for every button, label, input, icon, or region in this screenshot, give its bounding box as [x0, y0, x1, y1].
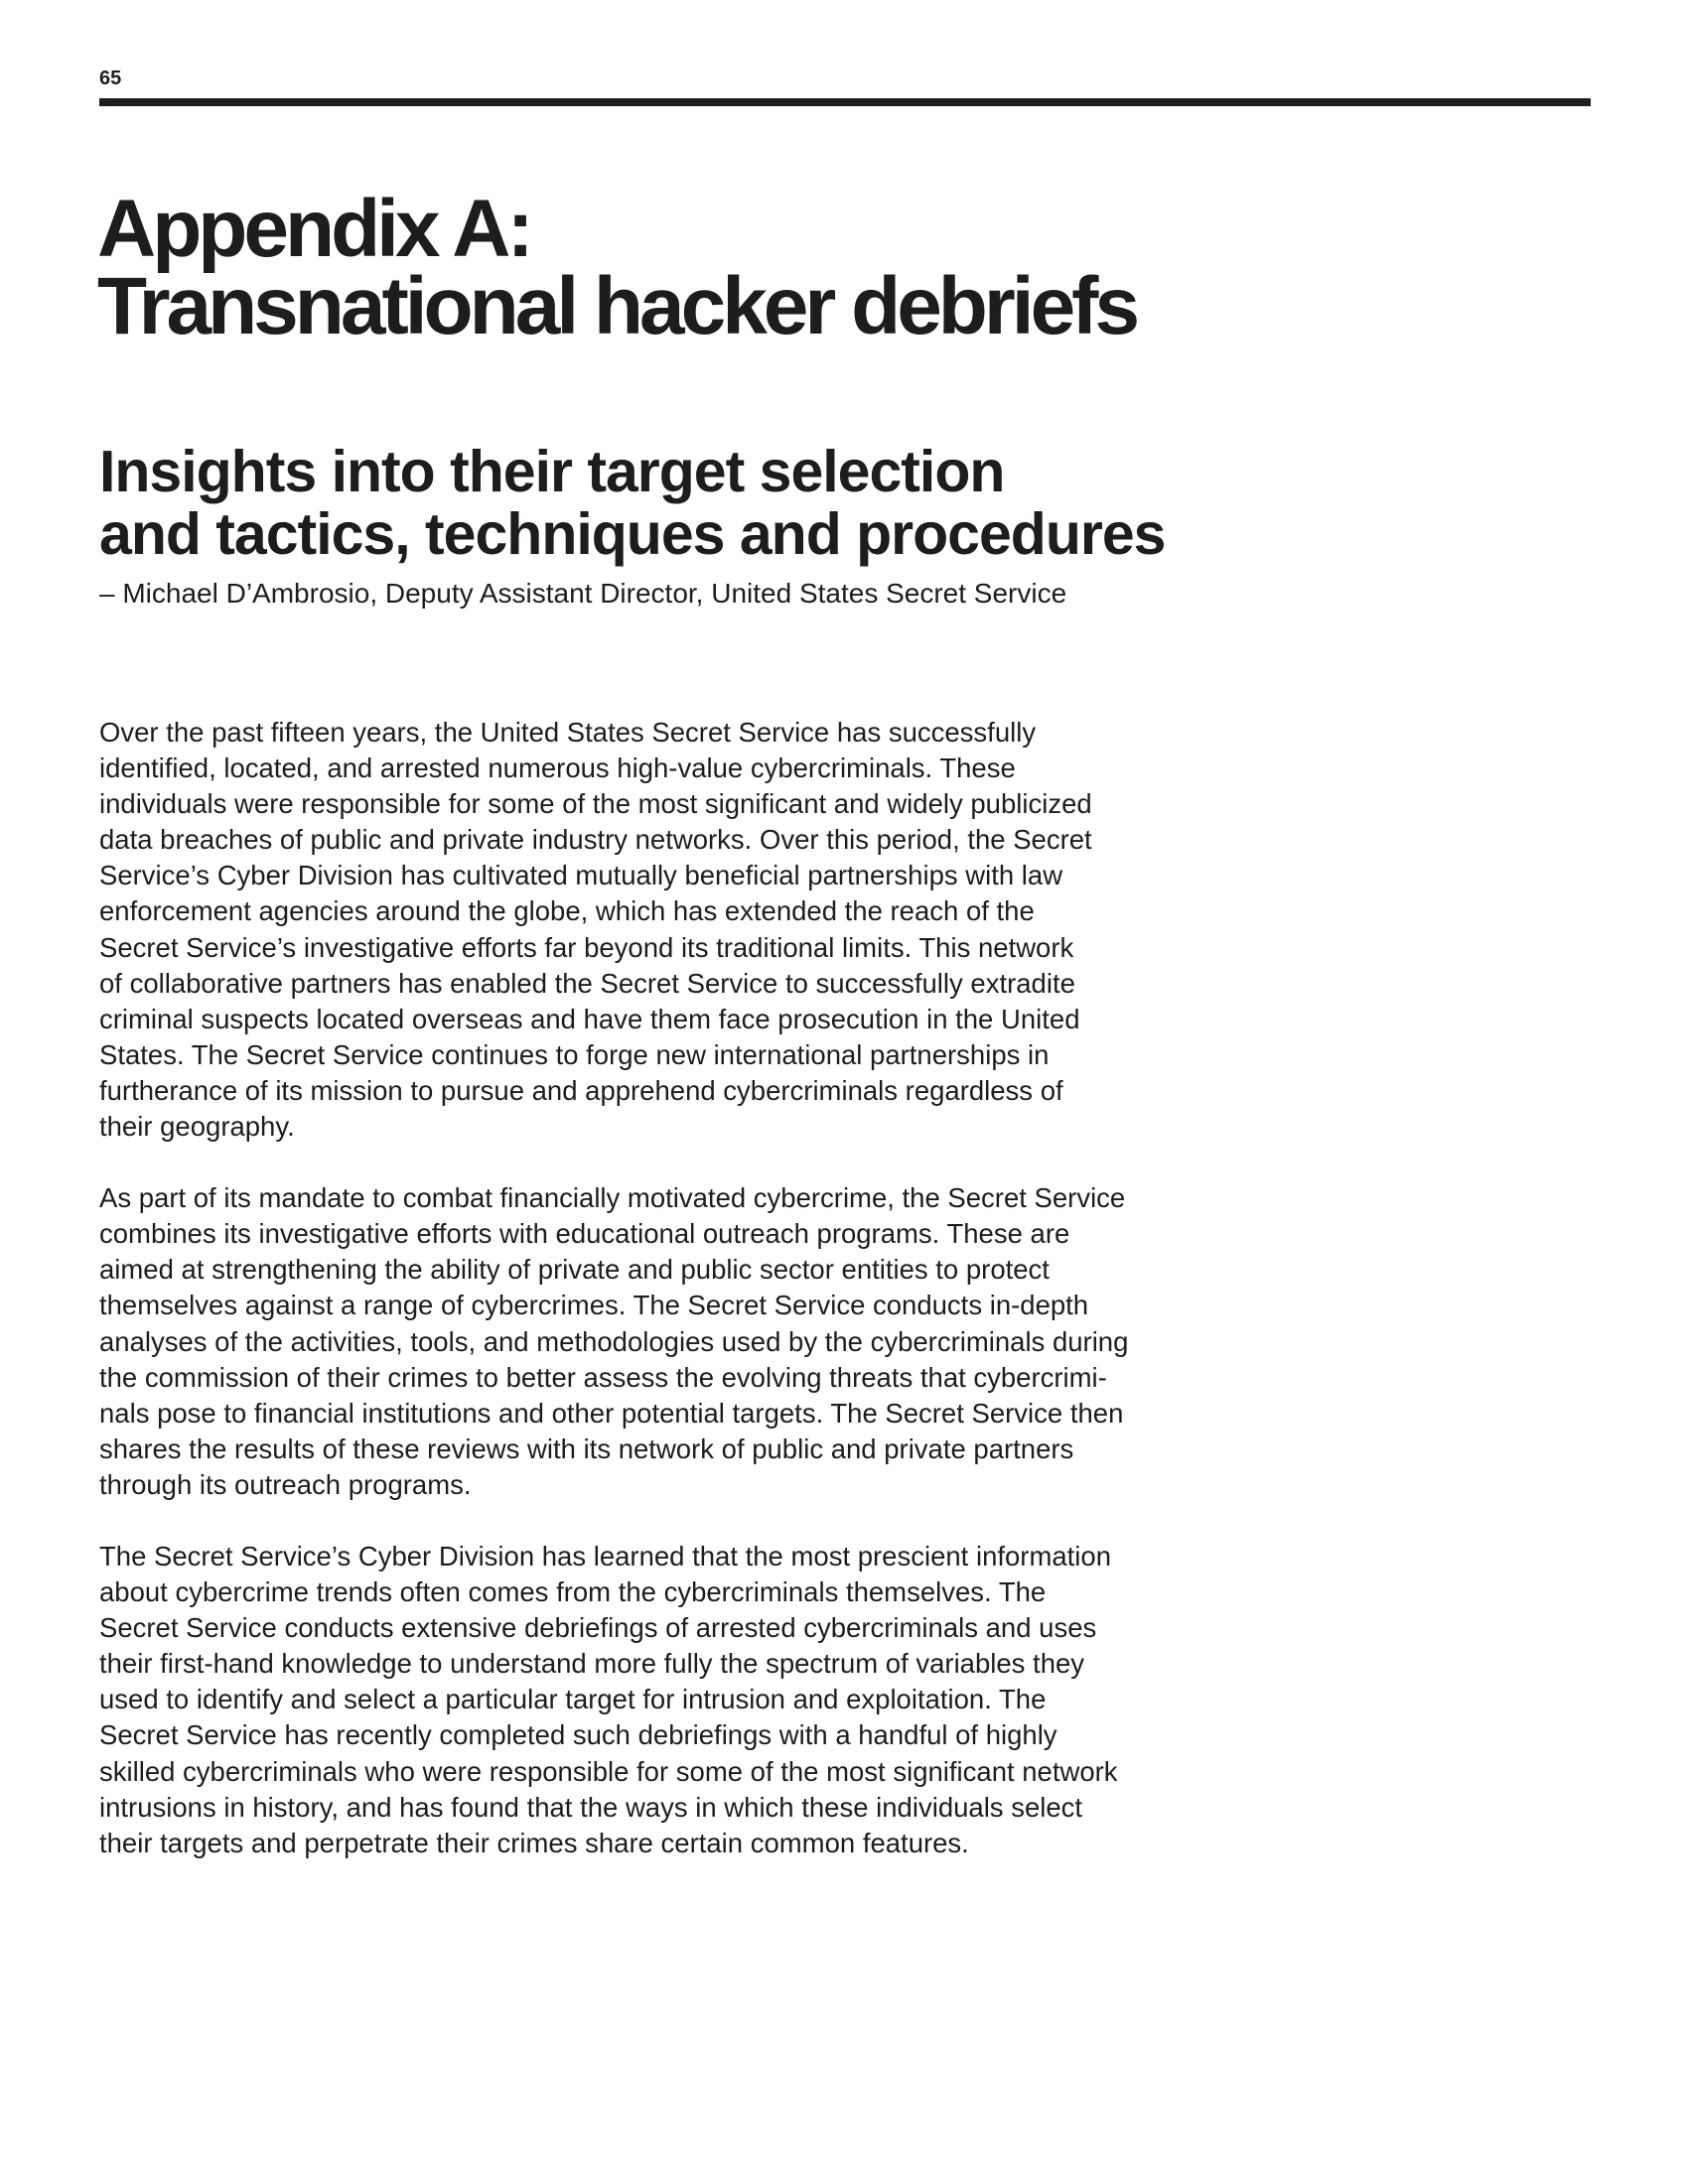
- paragraph-line: skilled cybercriminals who were responsible for some of the most significant network: [99, 1755, 1118, 1787]
- paragraph-line: their geography.: [99, 1111, 295, 1143]
- paragraph: [99, 715, 1241, 1145]
- paragraph-line: aimed at strengthening the ability of private and public sector entities to protect: [99, 1254, 1050, 1286]
- paragraph-line: identified, located, and arrested numerous high-value cybercriminals. These: [99, 752, 1016, 784]
- page-number: 65: [99, 68, 122, 89]
- paragraph-line: through its outreach programs.: [99, 1468, 472, 1500]
- title-line: Appendix A:: [97, 184, 530, 274]
- paragraph-line: enforcement agencies around the globe, which has extended the reach of the: [99, 895, 1035, 927]
- paragraph-line: intrusions in history, and has found that the ways in which these individuals select: [99, 1791, 1083, 1823]
- paragraph-line: combines its investigative efforts with educational outreach programs. These are: [99, 1218, 1070, 1250]
- paragraph-line: shares the results of these reviews with its network of public and private partners: [99, 1433, 1074, 1464]
- paragraph-line: Service’s Cyber Division has cultivated mutually beneficial partnerships with law: [99, 860, 1063, 891]
- paragraph: [99, 1180, 1241, 1503]
- byline: – Michael D’Ambrosio, Deputy Assistant Director, United States Secret Service: [99, 578, 1067, 609]
- paragraph-line: used to identify and select a particular target for intrusion and exploitation. The: [99, 1684, 1047, 1715]
- paragraph-line: The Secret Service’s Cyber Division has learned that the most prescient information: [99, 1540, 1111, 1571]
- paragraph-line: Secret Service has recently completed such debriefings with a handful of highly: [99, 1719, 1057, 1751]
- paragraph-line: Over the past fifteen years, the United States Secret Service has successfully: [99, 717, 1037, 748]
- paragraph-line: themselves against a range of cybercrimes. The Secret Service conducts in-depth: [99, 1290, 1089, 1321]
- paragraph-line: analyses of the activities, tools, and methodologies used by the cybercriminals during: [99, 1325, 1129, 1357]
- paragraph-line: furtherance of its mission to pursue and apprehend cybercriminals regardless of: [99, 1074, 1063, 1106]
- paragraph-line: of collaborative partners has enabled the Secret Service to successfully extradite: [99, 967, 1075, 999]
- paragraph-line: their targets and perpetrate their crimes share certain common features.: [99, 1827, 969, 1858]
- paragraph-line: Secret Service’s investigative efforts far beyond its traditional limits. This network: [99, 931, 1074, 963]
- body-text: [99, 715, 1241, 1897]
- subtitle-line: and tactics, techniques and procedures: [99, 501, 1166, 567]
- paragraph-line: the commission of their crimes to better assess the evolving threats that cybercrimi-: [99, 1361, 1107, 1393]
- paragraph-line: As part of its mandate to combat financially motivated cybercrime, the Secret Service: [99, 1182, 1126, 1214]
- paragraph-line: criminal suspects located overseas and have them face prosecution in the United: [99, 1003, 1080, 1034]
- paragraph-line: about cybercrime trends often comes from the cybercriminals themselves. The: [99, 1576, 1047, 1608]
- subtitle: [99, 441, 1165, 566]
- paragraph-line: their first-hand knowledge to understand more fully the spectrum of variables they: [99, 1648, 1085, 1680]
- paragraph-line: Secret Service conducts extensive debriefings of arrested cybercriminals and uses: [99, 1612, 1097, 1644]
- page-title: [97, 184, 1137, 351]
- paragraph-line: individuals were responsible for some of the most significant and widely publicized: [99, 788, 1092, 820]
- paragraph-line: States. The Secret Service continues to forge new international partnerships in: [99, 1038, 1050, 1070]
- subtitle-line: Insights into their target selection: [99, 439, 1005, 504]
- paragraph-line: nals pose to financial institutions and other potential targets. The Secret Service then: [99, 1397, 1124, 1429]
- header-rule: [99, 98, 1591, 106]
- paragraph-line: data breaches of public and private industry networks. Over this period, the Secret: [99, 824, 1092, 856]
- title-line: Transnational hacker debriefs: [97, 261, 1137, 351]
- paragraph: [99, 1539, 1241, 1861]
